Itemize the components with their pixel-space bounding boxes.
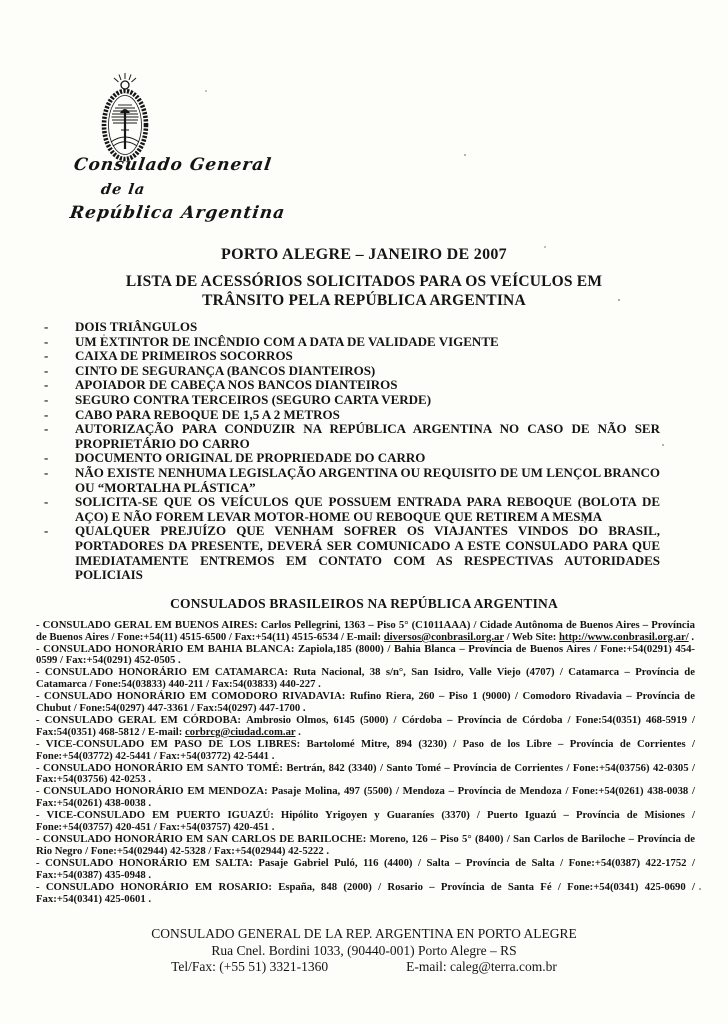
accessory-text: AUTORIZAÇÃO PARA CONDUZIR NA REPÚBLICA ARGENTINA NO CASO DE NÃO SER PROPRIETÁRIO DO CARRO (75, 421, 660, 451)
accessory-text: CAIXA DE PRIMEIROS SOCORROS (75, 348, 293, 364)
accessory-text: DOCUMENTO ORIGINAL DE PROPRIEDADE DO CARRO (75, 450, 426, 466)
consulate-details: Carlos Pellegrini, 1363 – Piso 5° (C1011AAA) / Cidade Autônoma de Buenos Aires – Província de Buenos Aires / Fone:+54(11) 4515-6500 / Fax:+54(11) 4515-6534 / E-mail: (36, 618, 695, 643)
accessory-item (44, 524, 660, 582)
accessory-item (44, 408, 660, 423)
subtitle-line-1: LISTA DE ACESSÓRIOS SOLICITADOS PARA OS VEÍCULOS EM (125, 273, 603, 290)
footer-telfax: Tel/Fax: (+55 51) 3321-1360 (171, 959, 329, 975)
accessory-text: CABO PARA REBOQUE DE 1,5 A 2 METROS (75, 406, 340, 422)
consulate-name: - CONSULADO HONORÁRIO EM MENDOZA: (36, 785, 272, 798)
accessory-text: DOIS TRIÂNGULOS (75, 319, 198, 334)
consulate-name: - CONSULADO HONORÁRIO EM SAN CARLOS DE BARILOCHE: (36, 833, 370, 845)
consulate-name: - CONSULADO HONORÁRIO EM CATAMARCA: (36, 666, 294, 679)
consulate-name: - CONSULADO GERAL EM CÓRDOBA: (36, 713, 247, 726)
consulate-name: - CONSULADO GERAL EM BUENOS AIRES: (36, 618, 261, 631)
consulate-entry (36, 739, 695, 763)
consulate-details: Moreno, 126 – Piso 5° (8400) / San Carlos de Bariloche – Província de Rio Negro / Fone:+54(02944) 42-5328 / Fax:+54(02944) 42-5222 . (36, 833, 695, 857)
accessory-text: UM EXTINTOR DE INCÊNDIO COM A DATA DE VALIDADE VIGENTE (75, 333, 499, 349)
consulate-details: Rufino Riera, 260 – Piso 1 (9000) / Comodoro Rivadavia – Província de Chubut / Fone:54(0297) 447-3361 / Fax:54(0297) 447-1700 . (36, 690, 695, 715)
consulate-entry (36, 667, 695, 691)
accessory-item (44, 364, 660, 379)
list-dash: - (44, 362, 49, 378)
footer-email: E-mail: caleg@terra.com.br (406, 959, 557, 975)
consulate-name: - CONSULADO HONORÁRIO EM COMODORO RIVADAVIA: (36, 690, 350, 703)
consulate-entry (36, 691, 695, 715)
consulate-details: España, 848 (2000) / Rosario – Província de Santa Fé / Fone:+54(0341) 425-0690 / Fax:+54(0341) 425-0601 . (36, 880, 695, 905)
letterhead-line-de-la: de la (99, 181, 147, 198)
consulate-details: Hipólito Yrigoyen y Guaraníes (3370) / Puerto Iguazú – Província de Misiones / Fone:+54(03757) 420-451 / Fax:+54(03757) 420-451 . (36, 809, 695, 834)
consulate-entry (36, 834, 695, 858)
list-dash: - (44, 333, 49, 349)
footer-consulate-name: CONSULADO GENERAL DE LA REP. ARGENTINA EN PORTO ALEGRE (151, 926, 577, 942)
list-dash: - (44, 391, 49, 407)
consulate-entry (36, 810, 695, 834)
document-subtitle (0, 272, 728, 310)
consulate-details: . (688, 630, 695, 643)
accessory-text: NÃO EXISTE NENHUMA LEGISLAÇÃO ARGENTINA OU REQUISITO DE UM LENÇOL BRANCO OU “MORTALHA PLÁSTICA” (75, 464, 660, 495)
footer (0, 926, 728, 976)
list-dash: - (44, 348, 49, 364)
consulate-details: Bertrán, 842 (3340) / Santo Tomé – Província de Corrientes / Fone:+54(03756) 42-0305 / Fax:+54(03756) 42-0253 . (36, 761, 695, 786)
consulate-link: corbrcg@ciudad.com.ar (185, 725, 296, 738)
letterhead-line-republica-argentina: República Argentina (68, 203, 287, 223)
list-dash: - (44, 319, 49, 334)
consulate-details: Pasaje Gabriel Puló, 116 (4400) / Salta – Província de Salta / Fone:+54(0387) 422-1752 / Fax:+54(0387) 435-0948 . (36, 856, 695, 881)
list-dash: - (44, 421, 49, 437)
accessory-text: CINTO DE SEGURANÇA (BANCOS DIANTEIROS) (75, 362, 376, 378)
accessory-item (44, 335, 660, 350)
accessory-text: SOLICITA-SE QUE OS VEÍCULOS QUE POSSUEM ENTRADA PARA REBOQUE (BOLOTA DE AÇO) E NÃO FOREM LEVAR MOTOR-HOME OU REBOQUE QUE RETIREM A MESMA (75, 494, 660, 524)
consulate-name: - VICE-CONSULADO EM PUERTO IGUAZÚ: (36, 809, 281, 822)
accessories-list (44, 320, 660, 583)
consulate-name: - CONSULADO HONORÁRIO EM SALTA: (36, 856, 259, 869)
consulate-name: - CONSULADO HONORÁRIO EM BAHIA BLANCA: (36, 642, 299, 655)
consulates-section-heading: CONSULADOS BRASILEIROS NA REPÚBLICA ARGENTINA (170, 595, 558, 611)
consulate-entry (36, 763, 695, 787)
consulates-list (36, 620, 695, 906)
accessory-item (44, 466, 660, 495)
consulate-entry (36, 786, 695, 810)
letterhead-line-consulado-general: Consulado General (72, 155, 274, 175)
accessory-item (44, 393, 660, 408)
accessory-text: SEGURO CONTRA TERCEIROS (SEGURO CARTA VERDE) (75, 391, 432, 407)
consulate-details: Ambrosio Olmos, 6145 (5000) / Córdoba – Província de Córdoba / Fone:54(0351) 468-5919 / Fax:54(0351) 468-5812 / E-mail: (36, 713, 695, 738)
list-dash: - (44, 377, 49, 393)
accessory-item (44, 495, 660, 524)
document-title: PORTO ALEGRE – JANEIRO DE 2007 (221, 246, 507, 263)
accessory-item (44, 349, 660, 364)
subtitle-line-2: TRÂNSITO PELA REPÚBLICA ARGENTINA (202, 292, 526, 309)
accessory-text: QUALQUER PREJUÍZO QUE VENHAM SOFRER OS VIAJANTES VINDOS DO BRASIL, PORTADORES DA PRESENTE, DEVERÁ SER COMUNICADO A ESTE CONSULADO PARA QUE IMEDIATAMENTE ENTREMOS EM CONTATO COM AS RESPECTIVAS AUTORIDADES POLICIAIS (75, 523, 660, 583)
list-dash: - (44, 406, 49, 422)
list-dash: - (44, 523, 49, 539)
list-dash: - (44, 450, 49, 466)
consulate-name: - CONSULADO HONORÁRIO EM SANTO TOMÉ: (36, 761, 287, 774)
consulate-link: diversos@conbrasil.org.ar (383, 630, 504, 643)
consulate-entry (36, 715, 695, 739)
accessory-item (44, 320, 660, 335)
consulate-link: http://www.conbrasil.org.ar/ (558, 630, 689, 643)
consulate-details: Zapiola,185 (8000) / Bahia Blanca – Província de Buenos Aires / Fone:+54(0291) 454-0599 / Fax:+54(0291) 452-0505 . (36, 642, 695, 667)
consulate-entry (36, 620, 695, 644)
accessory-item (44, 422, 660, 451)
consulate-name: - VICE-CONSULADO EM PASO DE LOS LIBRES: (36, 737, 307, 750)
consulate-details: . (295, 725, 301, 738)
list-dash: - (44, 464, 49, 480)
consulate-details: Ruta Nacional, 38 s/n°, San Isidro, Valle Viejo (4707) / Catamarca – Província de Catamarca / Fone:54(03833) 440-211 / Fax:54(03833) 440-227 . (36, 666, 695, 691)
accessory-item (44, 451, 660, 466)
consulate-entry (36, 644, 695, 668)
footer-address: Rua Cnel. Bordini 1033, (90440-001) Porto Alegre – RS (211, 942, 517, 958)
consulate-details: / Web Site: (503, 630, 559, 643)
consulate-details: Pasaje Molina, 497 (5500) / Mendoza – Província de Mendoza / Fone:+54(0261) 438-0038 / Fax:+54(0261) 438-0038 . (36, 785, 695, 810)
consulate-name: - CONSULADO HONORÁRIO EM ROSARIO: (36, 880, 279, 893)
accessory-text: APOIADOR DE CABEÇA NOS BANCOS DIANTEIROS (75, 377, 398, 393)
consulate-entry (36, 858, 695, 882)
consulate-details: Bartolomé Mitre, 894 (3230) / Paso de los Libre – Província de Corrientes / Fone:+54(03772) 42-5441 / Fax:+54(03772) 42-5441 . (36, 737, 695, 762)
argentina-coat-of-arms-icon (96, 72, 154, 166)
list-dash: - (44, 494, 49, 510)
accessory-item (44, 378, 660, 393)
scan-speckles (0, 0, 2, 2)
consulate-entry (36, 882, 695, 906)
footer-contact-row (0, 959, 728, 976)
